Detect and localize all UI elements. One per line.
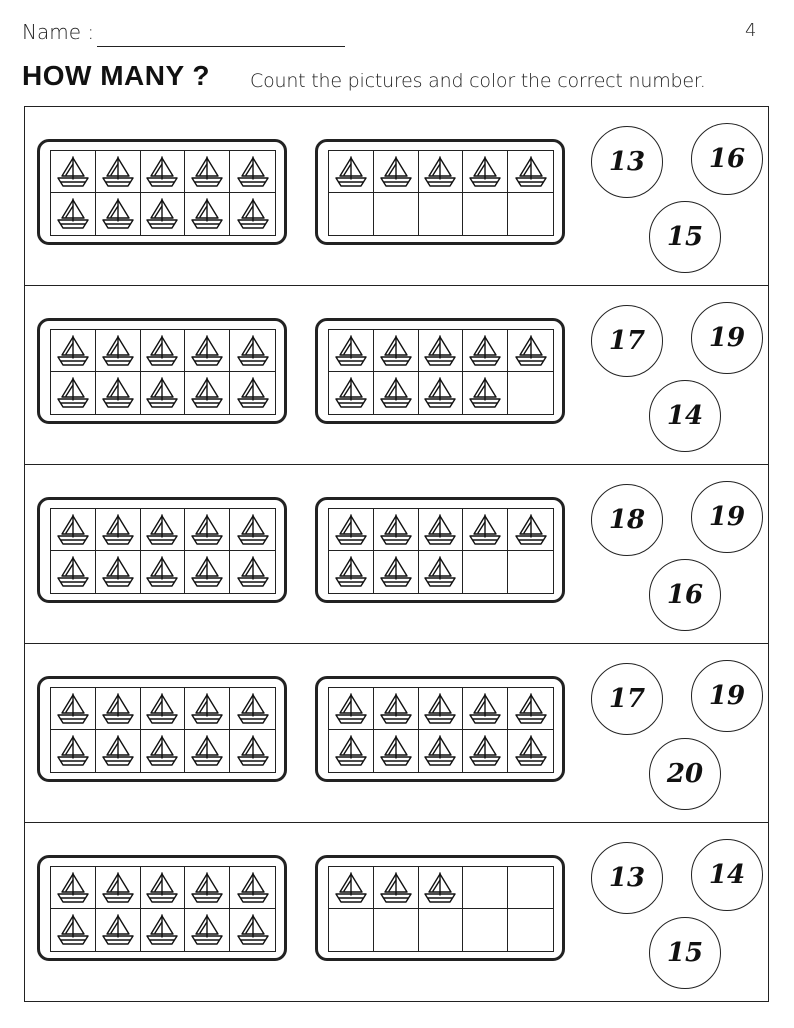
- sailboat-icon: [333, 376, 369, 410]
- sailboat-icon: [235, 734, 271, 768]
- ten-frame-cell-filled: [96, 551, 141, 593]
- sailboat-icon: [378, 692, 414, 726]
- sailboat-icon: [189, 734, 225, 768]
- ten-frame-grid: [328, 687, 554, 773]
- ten-frame-cell-filled: [508, 151, 553, 193]
- ten-frame-cell-filled: [463, 509, 508, 551]
- ten-frame-cell-filled: [230, 867, 275, 909]
- sailboat-icon: [189, 555, 225, 589]
- sailboat-icon: [144, 913, 180, 947]
- sailboat-icon: [189, 197, 225, 231]
- sailboat-icon: [467, 692, 503, 726]
- sailboat-icon: [55, 871, 91, 905]
- ten-frame-cell-filled: [419, 551, 464, 593]
- sailboat-icon: [144, 334, 180, 368]
- ten-frame-cell-filled: [185, 551, 230, 593]
- sailboat-icon: [467, 734, 503, 768]
- question-row: [25, 286, 768, 465]
- ten-frame-cell-filled: [141, 551, 186, 593]
- sailboat-icon: [333, 734, 369, 768]
- ten-frame-cell-filled: [141, 688, 186, 730]
- ten-frame-cell-filled: [463, 372, 508, 414]
- ten-frame-cell-filled: [374, 372, 419, 414]
- sailboat-icon: [100, 155, 136, 189]
- sailboat-icon: [467, 513, 503, 547]
- ten-frame-cell-filled: [419, 330, 464, 372]
- ten-frame-cell-empty: [508, 867, 553, 909]
- ten-frame-cell-filled: [96, 909, 141, 951]
- sailboat-icon: [333, 692, 369, 726]
- sailboat-icon: [144, 692, 180, 726]
- ten-frame-cell-filled: [51, 688, 96, 730]
- ten-frame-cell-filled: [185, 730, 230, 772]
- ten-frame-cell-filled: [419, 509, 464, 551]
- ten-frame-cell-empty: [463, 193, 508, 235]
- answer-option-circle[interactable]: 19: [691, 660, 763, 732]
- ten-frame-cell-filled: [51, 730, 96, 772]
- sailboat-icon: [55, 555, 91, 589]
- ten-frame-cell-filled: [419, 730, 464, 772]
- sailboat-icon: [55, 692, 91, 726]
- ten-frame-cell-empty: [419, 193, 464, 235]
- sailboat-icon: [144, 555, 180, 589]
- sailboat-icon: [189, 913, 225, 947]
- ten-frame-cell-filled: [141, 730, 186, 772]
- sailboat-icon: [100, 555, 136, 589]
- sailboat-icon: [55, 913, 91, 947]
- ten-frame-cell-filled: [230, 330, 275, 372]
- sailboat-icon: [189, 376, 225, 410]
- question-row: [25, 644, 768, 823]
- question-row: [25, 107, 768, 286]
- answer-option-circle[interactable]: 19: [691, 302, 763, 374]
- sailboat-icon: [378, 555, 414, 589]
- sailboat-icon: [100, 734, 136, 768]
- ten-frame-cell-filled: [329, 867, 374, 909]
- ten-frame-cell-filled: [185, 330, 230, 372]
- sailboat-icon: [144, 197, 180, 231]
- ten-frame-cell-filled: [230, 909, 275, 951]
- ten-frame-cell-empty: [374, 193, 419, 235]
- ten-frame-grid: [328, 329, 554, 415]
- ten-frame-cell-filled: [463, 151, 508, 193]
- ten-frame-cell-filled: [419, 688, 464, 730]
- ten-frame: [315, 139, 565, 245]
- ten-frame-grid: [50, 687, 276, 773]
- ten-frame: [37, 497, 287, 603]
- answer-option-circle[interactable]: 16: [691, 123, 763, 195]
- ten-frame-cell-filled: [374, 330, 419, 372]
- answer-option-circle[interactable]: 15: [649, 201, 721, 273]
- ten-frame-cell-filled: [141, 867, 186, 909]
- ten-frame: [37, 855, 287, 961]
- name-input-line[interactable]: [97, 46, 345, 47]
- ten-frame-cell-filled: [96, 867, 141, 909]
- sailboat-icon: [513, 513, 549, 547]
- sailboat-icon: [144, 513, 180, 547]
- sailboat-icon: [422, 734, 458, 768]
- ten-frame-cell-empty: [508, 193, 553, 235]
- ten-frame-cell-filled: [96, 509, 141, 551]
- sailboat-icon: [378, 334, 414, 368]
- ten-frame-cell-filled: [51, 551, 96, 593]
- sailboat-icon: [189, 871, 225, 905]
- ten-frame-cell-empty: [374, 909, 419, 951]
- worksheet-table: [24, 106, 769, 1002]
- answer-option-circle[interactable]: 19: [691, 481, 763, 553]
- sailboat-icon: [100, 871, 136, 905]
- worksheet-title: HOW MANY ?: [22, 60, 211, 91]
- ten-frame-cell-filled: [51, 867, 96, 909]
- ten-frame-cell-filled: [185, 688, 230, 730]
- ten-frame-cell-filled: [374, 551, 419, 593]
- sailboat-icon: [235, 513, 271, 547]
- sailboat-icon: [378, 155, 414, 189]
- page-number: 4: [745, 20, 757, 41]
- sailboat-icon: [100, 197, 136, 231]
- ten-frame-cell-filled: [419, 151, 464, 193]
- answer-option-circle[interactable]: 14: [649, 380, 721, 452]
- sailboat-icon: [513, 692, 549, 726]
- ten-frame: [37, 139, 287, 245]
- sailboat-icon: [100, 913, 136, 947]
- sailboat-icon: [144, 155, 180, 189]
- sailboat-icon: [189, 334, 225, 368]
- ten-frame: [315, 318, 565, 424]
- ten-frame: [37, 676, 287, 782]
- ten-frame-cell-empty: [329, 909, 374, 951]
- sailboat-icon: [467, 155, 503, 189]
- ten-frame-grid: [328, 508, 554, 594]
- answer-option-circle[interactable]: 16: [649, 559, 721, 631]
- question-row: [25, 465, 768, 644]
- ten-frame-cell-filled: [141, 330, 186, 372]
- ten-frame-cell-filled: [329, 730, 374, 772]
- sailboat-icon: [235, 334, 271, 368]
- ten-frame-cell-empty: [463, 909, 508, 951]
- sailboat-icon: [467, 376, 503, 410]
- ten-frame-cell-filled: [374, 730, 419, 772]
- ten-frame-cell-empty: [419, 909, 464, 951]
- ten-frame-cell-filled: [141, 909, 186, 951]
- ten-frame-cell-filled: [96, 730, 141, 772]
- ten-frame: [37, 318, 287, 424]
- ten-frame-cell-empty: [508, 372, 553, 414]
- ten-frame-cell-empty: [329, 193, 374, 235]
- sailboat-icon: [513, 734, 549, 768]
- sailboat-icon: [189, 155, 225, 189]
- sailboat-icon: [235, 871, 271, 905]
- sailboat-icon: [189, 692, 225, 726]
- sailboat-icon: [333, 871, 369, 905]
- sailboat-icon: [55, 376, 91, 410]
- ten-frame-cell-filled: [374, 867, 419, 909]
- ten-frame-cell-filled: [96, 372, 141, 414]
- sailboat-icon: [422, 513, 458, 547]
- ten-frame-cell-filled: [141, 509, 186, 551]
- ten-frame-cell-filled: [185, 372, 230, 414]
- ten-frame-cell-filled: [141, 372, 186, 414]
- ten-frame-cell-filled: [463, 330, 508, 372]
- sailboat-icon: [513, 155, 549, 189]
- ten-frame-cell-filled: [329, 551, 374, 593]
- ten-frame-cell-filled: [508, 330, 553, 372]
- ten-frame-cell-filled: [185, 151, 230, 193]
- sailboat-icon: [378, 734, 414, 768]
- sailboat-icon: [235, 376, 271, 410]
- answer-option-circle[interactable]: 14: [691, 839, 763, 911]
- ten-frame-cell-filled: [141, 193, 186, 235]
- ten-frame-cell-filled: [463, 730, 508, 772]
- sailboat-icon: [55, 334, 91, 368]
- sailboat-icon: [467, 334, 503, 368]
- ten-frame-cell-filled: [329, 688, 374, 730]
- ten-frame-cell-filled: [51, 372, 96, 414]
- ten-frame-grid: [50, 150, 276, 236]
- sailboat-icon: [55, 513, 91, 547]
- answer-option-circle[interactable]: 13: [591, 126, 663, 198]
- ten-frame-cell-filled: [51, 151, 96, 193]
- sailboat-icon: [144, 734, 180, 768]
- answer-option-circle[interactable]: 13: [591, 842, 663, 914]
- ten-frame-cell-filled: [230, 193, 275, 235]
- ten-frame-cell-filled: [230, 509, 275, 551]
- sailboat-icon: [422, 376, 458, 410]
- ten-frame-cell-filled: [230, 551, 275, 593]
- ten-frame-cell-empty: [508, 909, 553, 951]
- ten-frame-grid: [50, 508, 276, 594]
- sailboat-icon: [333, 155, 369, 189]
- ten-frame-cell-filled: [185, 509, 230, 551]
- ten-frame-cell-filled: [51, 193, 96, 235]
- ten-frame-cell-filled: [230, 730, 275, 772]
- ten-frame-cell-filled: [419, 372, 464, 414]
- ten-frame-grid: [328, 150, 554, 236]
- ten-frame-cell-filled: [508, 688, 553, 730]
- ten-frame-grid: [50, 329, 276, 415]
- ten-frame-cell-filled: [329, 151, 374, 193]
- ten-frame-cell-filled: [374, 151, 419, 193]
- ten-frame-cell-empty: [463, 551, 508, 593]
- ten-frame-cell-empty: [463, 867, 508, 909]
- ten-frame-cell-filled: [96, 193, 141, 235]
- sailboat-icon: [235, 197, 271, 231]
- sailboat-icon: [189, 513, 225, 547]
- ten-frame-cell-filled: [329, 509, 374, 551]
- sailboat-icon: [378, 871, 414, 905]
- ten-frame-cell-filled: [51, 330, 96, 372]
- ten-frame-cell-filled: [374, 509, 419, 551]
- ten-frame-cell-filled: [230, 372, 275, 414]
- sailboat-icon: [422, 555, 458, 589]
- answer-option-circle[interactable]: 15: [649, 917, 721, 989]
- name-label: Name :: [22, 20, 95, 44]
- ten-frame-grid: [328, 866, 554, 952]
- ten-frame-cell-filled: [463, 688, 508, 730]
- sailboat-icon: [55, 734, 91, 768]
- answer-option-circle[interactable]: 20: [649, 738, 721, 810]
- sailboat-icon: [422, 871, 458, 905]
- ten-frame-cell-filled: [185, 867, 230, 909]
- ten-frame-cell-filled: [96, 151, 141, 193]
- sailboat-icon: [378, 513, 414, 547]
- ten-frame: [315, 855, 565, 961]
- sailboat-icon: [333, 555, 369, 589]
- ten-frame-cell-filled: [96, 688, 141, 730]
- sailboat-icon: [100, 334, 136, 368]
- ten-frame-cell-filled: [141, 151, 186, 193]
- ten-frame-cell-filled: [96, 330, 141, 372]
- sailboat-icon: [378, 376, 414, 410]
- sailboat-icon: [144, 871, 180, 905]
- ten-frame-cell-filled: [329, 330, 374, 372]
- ten-frame-cell-filled: [230, 688, 275, 730]
- sailboat-icon: [513, 334, 549, 368]
- ten-frame-cell-filled: [419, 867, 464, 909]
- sailboat-icon: [422, 155, 458, 189]
- sailboat-icon: [333, 334, 369, 368]
- ten-frame-cell-empty: [508, 551, 553, 593]
- ten-frame-cell-filled: [185, 193, 230, 235]
- ten-frame: [315, 676, 565, 782]
- ten-frame-cell-filled: [230, 151, 275, 193]
- sailboat-icon: [100, 376, 136, 410]
- sailboat-icon: [235, 555, 271, 589]
- ten-frame-cell-filled: [185, 909, 230, 951]
- sailboat-icon: [235, 913, 271, 947]
- sailboat-icon: [235, 155, 271, 189]
- instructions: Count the pictures and color the correct number.: [250, 70, 706, 92]
- sailboat-icon: [333, 513, 369, 547]
- answer-option-circle[interactable]: 17: [591, 663, 663, 735]
- ten-frame-cell-filled: [508, 509, 553, 551]
- ten-frame-cell-filled: [329, 372, 374, 414]
- question-row: [25, 823, 768, 1002]
- ten-frame-cell-filled: [51, 509, 96, 551]
- sailboat-icon: [422, 692, 458, 726]
- sailboat-icon: [235, 692, 271, 726]
- sailboat-icon: [144, 376, 180, 410]
- sailboat-icon: [55, 155, 91, 189]
- ten-frame-cell-filled: [508, 730, 553, 772]
- sailboat-icon: [100, 513, 136, 547]
- sailboat-icon: [100, 692, 136, 726]
- sailboat-icon: [422, 334, 458, 368]
- answer-option-circle[interactable]: 18: [591, 484, 663, 556]
- ten-frame-cell-filled: [51, 909, 96, 951]
- ten-frame-grid: [50, 866, 276, 952]
- ten-frame-cell-filled: [374, 688, 419, 730]
- sailboat-icon: [55, 197, 91, 231]
- ten-frame: [315, 497, 565, 603]
- answer-option-circle[interactable]: 17: [591, 305, 663, 377]
